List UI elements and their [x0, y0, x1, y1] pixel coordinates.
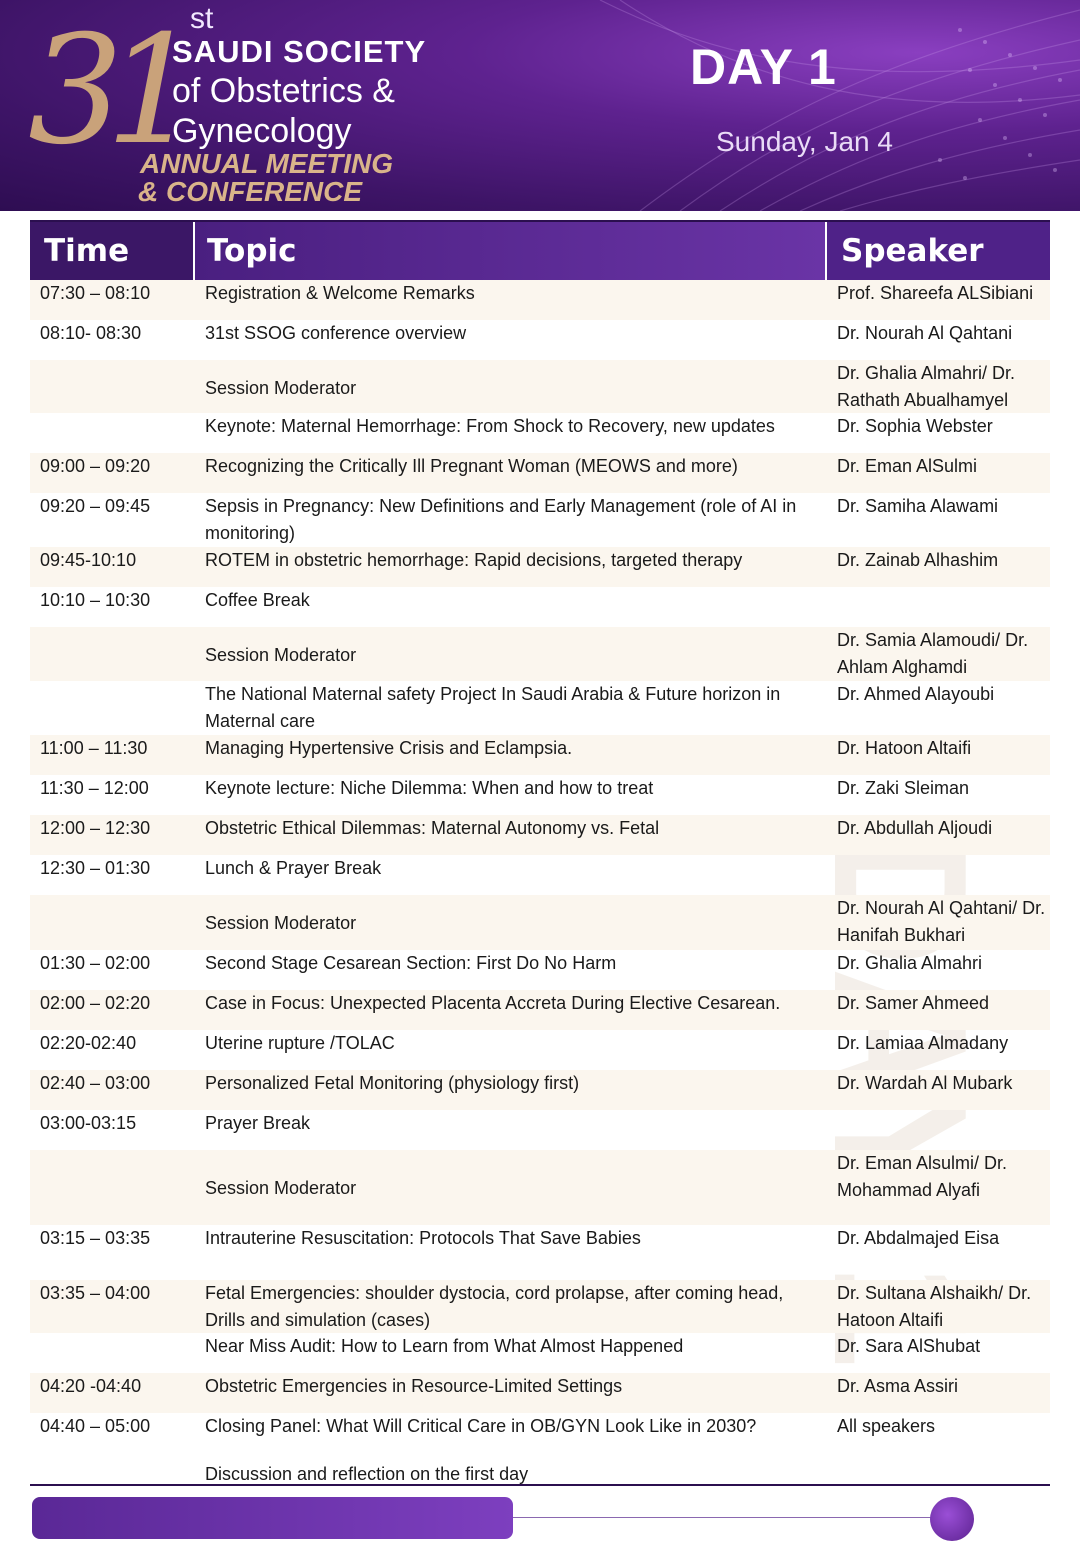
logo-society-name: SAUDI SOCIETY	[172, 34, 427, 69]
row-topic: Obstetric Ethical Dilemmas: Maternal Autonomy vs. Fetal	[205, 818, 660, 838]
row-time: 04:20 -04:40	[40, 1376, 142, 1396]
row-speaker: Dr. Eman Alsulmi/ Dr. Mohammad Alyafi	[837, 1153, 1008, 1200]
row-topic: Obstetric Emergencies in Resource-Limited Settings	[205, 1376, 623, 1396]
table-row	[30, 320, 1050, 360]
row-topic: Case in Focus: Unexpected Placenta Accreta During Elective Cesarean.	[205, 993, 781, 1013]
table-row	[30, 1280, 1050, 1333]
row-time: 12:30 – 01:30	[40, 858, 151, 878]
row-speaker: Dr. Wardah Al Mubark	[837, 1073, 1013, 1093]
column-header-time: Time	[30, 222, 193, 280]
row-topic: Uterine rupture /TOLAC	[205, 1033, 395, 1053]
row-speaker: Dr. Nourah Al Qahtani/ Dr. Hanifah Bukhari	[837, 898, 1046, 945]
row-time: 01:30 – 02:00	[40, 953, 151, 973]
row-speaker: Dr. Sara AlShubat	[837, 1336, 981, 1356]
row-time: 09:20 – 09:45	[40, 496, 151, 516]
row-speaker: Dr. Sophia Webster	[837, 416, 993, 436]
row-speaker: All speakers	[837, 1416, 936, 1436]
row-time: 09:00 – 09:20	[40, 456, 151, 476]
table-row	[30, 895, 1050, 950]
row-time: 08:10- 08:30	[40, 323, 142, 343]
header-banner	[0, 0, 1080, 211]
row-topic: Registration & Welcome Remarks	[205, 283, 475, 303]
row-topic: Discussion and reflection on the first day	[205, 1464, 529, 1484]
table-row	[30, 587, 1050, 627]
day-title: DAY 1	[690, 39, 837, 95]
table-row	[30, 1373, 1050, 1413]
logo-superscript: st	[190, 2, 214, 35]
table-row	[30, 1030, 1050, 1070]
schedule-table-header	[30, 220, 1050, 282]
logo-line-conference: & CONFERENCE	[138, 176, 363, 207]
row-topic: 31st SSOG conference overview	[205, 323, 467, 343]
row-topic: ROTEM in obstetric hemorrhage: Rapid decisions, targeted therapy	[205, 550, 743, 570]
row-speaker: Dr. Hatoon Altaifi	[837, 738, 972, 758]
footer-bar-decoration	[32, 1497, 513, 1539]
table-row	[30, 1333, 1050, 1373]
table-row	[30, 627, 1050, 681]
row-speaker: Dr. Lamiaa Almadany	[837, 1033, 1009, 1053]
logo-number: 31	[28, 4, 183, 178]
row-speaker: Dr. Ghalia Almahri/ Dr. Rathath Abualhamyel	[837, 363, 1016, 410]
row-topic: Fetal Emergencies: shoulder dystocia, cord prolapse, after coming head, Drills and simulation (cases)	[205, 1283, 784, 1330]
row-time: 02:00 – 02:20	[40, 993, 151, 1013]
row-topic: Managing Hypertensive Crisis and Eclampsia.	[205, 738, 573, 758]
row-topic: Intrauterine Resuscitation: Protocols That Save Babies	[205, 1228, 641, 1248]
row-topic: Session Moderator	[205, 378, 357, 398]
row-speaker: Dr. Abdalmajed Eisa	[837, 1228, 1000, 1248]
table-row	[30, 775, 1050, 815]
row-time: 11:30 – 12:00	[40, 778, 149, 798]
table-row	[30, 1110, 1050, 1150]
row-time: 02:20-02:40	[40, 1033, 137, 1053]
row-speaker: Prof. Shareefa ALSibiani	[837, 283, 1034, 303]
table-row	[30, 990, 1050, 1030]
table-row	[30, 493, 1050, 547]
row-topic: Keynote: Maternal Hemorrhage: From Shock to Recovery, new updates	[205, 416, 775, 436]
table-row	[30, 453, 1050, 493]
row-speaker: Dr. Asma Assiri	[837, 1376, 959, 1396]
table-row	[30, 1413, 1050, 1461]
row-speaker: Dr. Ghalia Almahri	[837, 953, 983, 973]
table-row	[30, 815, 1050, 855]
day-date: Sunday, Jan 4	[716, 126, 893, 157]
row-time: 04:40 – 05:00	[40, 1416, 151, 1436]
table-bottom-rule	[30, 1484, 1050, 1486]
row-topic: Closing Panel: What Will Critical Care in OB/GYN Look Like in 2030?	[205, 1416, 757, 1436]
footer-dot-decoration	[930, 1497, 974, 1541]
row-topic: Coffee Break	[205, 590, 310, 610]
table-row	[30, 547, 1050, 587]
row-time: 11:00 – 11:30	[40, 738, 148, 758]
row-topic: Prayer Break	[205, 1113, 311, 1133]
table-row	[30, 1150, 1050, 1225]
row-time: 02:40 – 03:00	[40, 1073, 151, 1093]
table-row	[30, 1070, 1050, 1110]
table-row	[30, 280, 1050, 320]
logo-line-obstetrics: of Obstetrics &	[172, 72, 395, 110]
row-speaker: Dr. Samia Alamoudi/ Dr. Ahlam Alghamdi	[837, 630, 1029, 677]
row-speaker: Dr. Samiha Alawami	[837, 496, 999, 516]
logo-line-gynecology: Gynecology	[172, 112, 352, 150]
row-speaker: Dr. Sultana Alshaikh/ Dr. Hatoon Altaifi	[837, 1283, 1032, 1330]
column-header-speaker: Speaker	[827, 222, 1050, 280]
row-speaker: Dr. Abdullah Aljoudi	[837, 818, 993, 838]
table-row	[30, 1225, 1050, 1280]
table-row	[30, 855, 1050, 895]
row-topic: Sepsis in Pregnancy: New Definitions and Early Management (role of AI in monitoring)	[205, 496, 797, 543]
row-topic: Personalized Fetal Monitoring (physiology first)	[205, 1073, 580, 1093]
table-row	[30, 360, 1050, 413]
row-speaker: Dr. Ahmed Alayoubi	[837, 684, 995, 704]
row-topic: Recognizing the Critically Ill Pregnant Woman (MEOWS and more)	[205, 456, 738, 476]
footer-line-decoration	[513, 1517, 933, 1518]
column-header-topic: Topic	[195, 222, 825, 280]
table-row	[30, 681, 1050, 735]
row-topic: Second Stage Cesarean Section: First Do No Harm	[205, 953, 617, 973]
row-time: 10:10 – 10:30	[40, 590, 151, 610]
row-speaker: Dr. Eman AlSulmi	[837, 456, 978, 476]
row-time: 09:45-10:10	[40, 550, 137, 570]
row-time: 03:00-03:15	[40, 1113, 137, 1133]
row-topic: Near Miss Audit: How to Learn from What Almost Happened	[205, 1336, 684, 1356]
table-row	[30, 950, 1050, 990]
row-speaker: Dr. Zaki Sleiman	[837, 778, 970, 798]
row-time: 03:35 – 04:00	[40, 1283, 151, 1303]
row-time: 07:30 – 08:10	[40, 283, 151, 303]
row-topic: Session Moderator	[205, 1178, 357, 1198]
row-topic: Session Moderator	[205, 645, 357, 665]
table-row	[30, 735, 1050, 775]
row-topic: Lunch & Prayer Break	[205, 858, 382, 878]
logo-line-annual-meeting: ANNUAL MEETING	[140, 148, 394, 179]
row-topic: The National Maternal safety Project In Saudi Arabia & Future horizon in Maternal care	[205, 684, 781, 731]
row-topic: Session Moderator	[205, 913, 357, 933]
row-topic: Keynote lecture: Niche Dilemma: When and how to treat	[205, 778, 654, 798]
table-row	[30, 413, 1050, 453]
row-time: 03:15 – 03:35	[40, 1228, 151, 1248]
row-speaker: Dr. Nourah Al Qahtani	[837, 323, 1013, 343]
row-speaker: Dr. Zainab Alhashim	[837, 550, 999, 570]
row-speaker: Dr. Samer Ahmeed	[837, 993, 990, 1013]
row-time: 12:00 – 12:30	[40, 818, 151, 838]
